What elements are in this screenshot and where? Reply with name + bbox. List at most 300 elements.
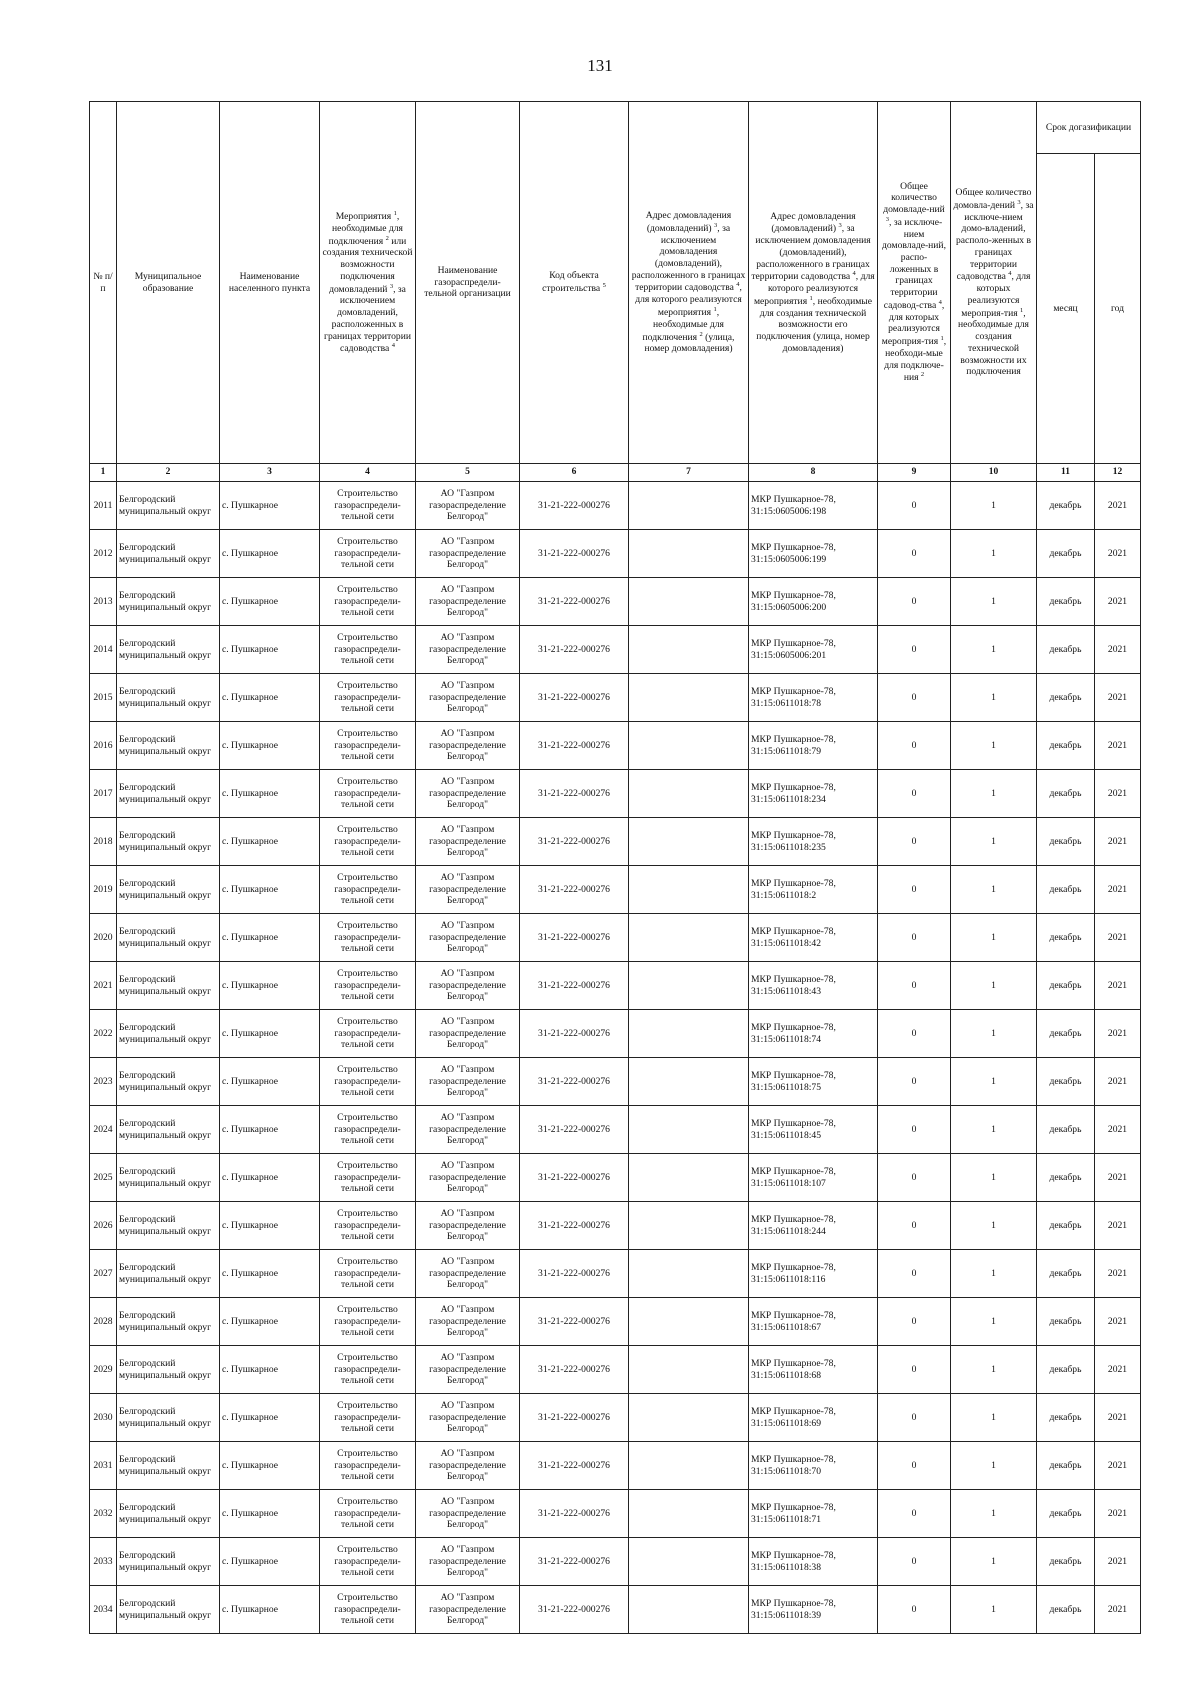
municipality-cell: Белгородский муниципальный округ — [117, 1250, 220, 1298]
header-municipality: Муниципальное образование — [117, 102, 220, 464]
year-cell: 2021 — [1095, 1490, 1141, 1538]
row-number: 2033 — [90, 1538, 117, 1586]
header-address-connect: Адрес домовладения (домовладений) $^3$, за исключением домовладения (домовладений), расположенного в границах территории садоводства $^4$, для которого реализуются мероприятия $^1$, необходимые для подключения $^2$ (улица, номер домовладения) — [629, 102, 749, 464]
count-connect-cell: 0 — [878, 1010, 951, 1058]
measure-cell: Строительство газораспредели-тельной сети — [320, 1490, 416, 1538]
table-row — [90, 1586, 1141, 1634]
object-code-cell: 31-21-222-000276 — [520, 1250, 629, 1298]
count-connect-cell: 0 — [878, 626, 951, 674]
organization-cell: АО "Газпром газораспределение Белгород" — [416, 1538, 520, 1586]
address-connect-cell — [629, 578, 749, 626]
year-cell: 2021 — [1095, 482, 1141, 530]
table-row — [90, 626, 1141, 674]
table-row — [90, 1442, 1141, 1490]
row-number: 2022 — [90, 1010, 117, 1058]
count-connect-cell: 0 — [878, 1202, 951, 1250]
count-connect-cell: 0 — [878, 1538, 951, 1586]
row-number: 2012 — [90, 530, 117, 578]
locality-cell: с. Пушкарное — [220, 1154, 320, 1202]
count-tech-cell: 1 — [951, 1442, 1037, 1490]
month-cell: декабрь — [1037, 962, 1095, 1010]
column-number: 12 — [1095, 464, 1141, 482]
municipality-cell: Белгородский муниципальный округ — [117, 1010, 220, 1058]
measure-cell: Строительство газораспредели-тельной сети — [320, 578, 416, 626]
address-tech-cell: МКР Пушкарное-78, 31:15:0611018:71 — [749, 1490, 878, 1538]
count-tech-cell: 1 — [951, 770, 1037, 818]
address-connect-cell — [629, 1250, 749, 1298]
count-tech-cell: 1 — [951, 722, 1037, 770]
address-tech-cell: МКР Пушкарное-78, 31:15:0611018:69 — [749, 1394, 878, 1442]
row-number: 2016 — [90, 722, 117, 770]
column-number: 1 — [90, 464, 117, 482]
header-address-tech: Адрес домовладения (домовладений) $^3$, за исключением домовладения (домовладений), расположенного в границах территории садоводства $^4$, для которого реализуются мероприятия $^1$, необходимые для создания технической возможности его подключения (улица, номер домовладения) — [749, 102, 878, 464]
address-tech-cell: МКР Пушкарное-78, 31:15:0611018:2 — [749, 866, 878, 914]
address-connect-cell — [629, 866, 749, 914]
count-connect-cell: 0 — [878, 722, 951, 770]
count-connect-cell: 0 — [878, 1250, 951, 1298]
count-tech-cell: 1 — [951, 482, 1037, 530]
address-connect-cell — [629, 530, 749, 578]
municipality-cell: Белгородский муниципальный округ — [117, 818, 220, 866]
count-connect-cell: 0 — [878, 818, 951, 866]
organization-cell: АО "Газпром газораспределение Белгород" — [416, 866, 520, 914]
address-tech-cell: МКР Пушкарное-78, 31:15:0605006:201 — [749, 626, 878, 674]
address-tech-cell: МКР Пушкарное-78, 31:15:0611018:74 — [749, 1010, 878, 1058]
organization-cell: АО "Газпром газораспределение Белгород" — [416, 770, 520, 818]
row-number: 2025 — [90, 1154, 117, 1202]
table-row — [90, 914, 1141, 962]
table-row — [90, 962, 1141, 1010]
header-total-connect: Общее количество домовладе-ний $^3$, за исключе-нием домовладе-ний, распо-ложенных в границах территории садовод-ства $^4$, для которых реализуются мероприя-тия $^1$, необходи-мые для подключе-ния $^2$ — [878, 102, 951, 464]
organization-cell: АО "Газпром газораспределение Белгород" — [416, 1058, 520, 1106]
object-code-cell: 31-21-222-000276 — [520, 1442, 629, 1490]
address-connect-cell — [629, 818, 749, 866]
address-connect-cell — [629, 1586, 749, 1634]
address-tech-cell: МКР Пушкарное-78, 31:15:0611018:75 — [749, 1058, 878, 1106]
count-tech-cell: 1 — [951, 578, 1037, 626]
object-code-cell: 31-21-222-000276 — [520, 482, 629, 530]
count-connect-cell: 0 — [878, 1586, 951, 1634]
header-measures: Мероприятия $^1$, необходимые для подключения $^2$ или создания технической возможности подключения домовладений $^3$, за исключением домовладений, расположенных в границах территории садоводства $^4$ — [320, 102, 416, 464]
locality-cell: с. Пушкарное — [220, 914, 320, 962]
count-tech-cell: 1 — [951, 1490, 1037, 1538]
locality-cell: с. Пушкарное — [220, 1442, 320, 1490]
organization-cell: АО "Газпром газораспределение Белгород" — [416, 818, 520, 866]
year-cell: 2021 — [1095, 866, 1141, 914]
municipality-cell: Белгородский муниципальный округ — [117, 1346, 220, 1394]
address-connect-cell — [629, 1442, 749, 1490]
organization-cell: АО "Газпром газораспределение Белгород" — [416, 962, 520, 1010]
municipality-cell: Белгородский муниципальный округ — [117, 530, 220, 578]
table-row — [90, 482, 1141, 530]
year-cell: 2021 — [1095, 1106, 1141, 1154]
year-cell: 2021 — [1095, 1250, 1141, 1298]
month-cell: декабрь — [1037, 914, 1095, 962]
locality-cell: с. Пушкарное — [220, 674, 320, 722]
count-connect-cell: 0 — [878, 1490, 951, 1538]
count-connect-cell: 0 — [878, 1298, 951, 1346]
measure-cell: Строительство газораспредели-тельной сети — [320, 674, 416, 722]
row-number: 2021 — [90, 962, 117, 1010]
year-cell: 2021 — [1095, 770, 1141, 818]
address-connect-cell — [629, 1058, 749, 1106]
locality-cell: с. Пушкарное — [220, 626, 320, 674]
count-tech-cell: 1 — [951, 1058, 1037, 1106]
table-row — [90, 1538, 1141, 1586]
row-number: 2013 — [90, 578, 117, 626]
table-row — [90, 866, 1141, 914]
address-connect-cell — [629, 1106, 749, 1154]
measure-cell: Строительство газораспредели-тельной сети — [320, 770, 416, 818]
address-connect-cell — [629, 1394, 749, 1442]
address-tech-cell: МКР Пушкарное-78, 31:15:0611018:70 — [749, 1442, 878, 1490]
object-code-cell: 31-21-222-000276 — [520, 1202, 629, 1250]
month-cell: декабрь — [1037, 1538, 1095, 1586]
address-tech-cell: МКР Пушкарное-78, 31:15:0605006:199 — [749, 530, 878, 578]
municipality-cell: Белгородский муниципальный округ — [117, 578, 220, 626]
organization-cell: АО "Газпром газораспределение Белгород" — [416, 1106, 520, 1154]
organization-cell: АО "Газпром газораспределение Белгород" — [416, 1010, 520, 1058]
column-number: 10 — [951, 464, 1037, 482]
object-code-cell: 31-21-222-000276 — [520, 1346, 629, 1394]
gasification-table — [89, 101, 1141, 1634]
address-connect-cell — [629, 626, 749, 674]
object-code-cell: 31-21-222-000276 — [520, 914, 629, 962]
address-connect-cell — [629, 1298, 749, 1346]
header-total-tech: Общее количество домовла-дений $^3$, за исключе-нием домо-владений, располо-женных в границах территории садоводства $^4$, для которых реализуются мероприя-тия $^1$, необходимые для создания технической возможности их подключения — [951, 102, 1037, 464]
organization-cell: АО "Газпром газораспределение Белгород" — [416, 578, 520, 626]
measure-cell: Строительство газораспредели-тельной сети — [320, 626, 416, 674]
month-cell: декабрь — [1037, 1298, 1095, 1346]
row-number: 2024 — [90, 1106, 117, 1154]
municipality-cell: Белгородский муниципальный округ — [117, 1202, 220, 1250]
count-tech-cell: 1 — [951, 1010, 1037, 1058]
measure-cell: Строительство газораспредели-тельной сети — [320, 1298, 416, 1346]
month-cell: декабрь — [1037, 1394, 1095, 1442]
month-cell: декабрь — [1037, 482, 1095, 530]
locality-cell: с. Пушкарное — [220, 1538, 320, 1586]
count-connect-cell: 0 — [878, 1106, 951, 1154]
column-number: 11 — [1037, 464, 1095, 482]
object-code-cell: 31-21-222-000276 — [520, 1154, 629, 1202]
month-cell: декабрь — [1037, 1154, 1095, 1202]
address-connect-cell — [629, 1490, 749, 1538]
address-tech-cell: МКР Пушкарное-78, 31:15:0611018:45 — [749, 1106, 878, 1154]
locality-cell: с. Пушкарное — [220, 530, 320, 578]
address-tech-cell: МКР Пушкарное-78, 31:15:0611018:244 — [749, 1202, 878, 1250]
locality-cell: с. Пушкарное — [220, 1490, 320, 1538]
locality-cell: с. Пушкарное — [220, 1394, 320, 1442]
year-cell: 2021 — [1095, 1154, 1141, 1202]
municipality-cell: Белгородский муниципальный округ — [117, 1442, 220, 1490]
column-number: 3 — [220, 464, 320, 482]
measure-cell: Строительство газораспредели-тельной сети — [320, 1010, 416, 1058]
object-code-cell: 31-21-222-000276 — [520, 1490, 629, 1538]
count-tech-cell: 1 — [951, 866, 1037, 914]
address-connect-cell — [629, 1010, 749, 1058]
object-code-cell: 31-21-222-000276 — [520, 1394, 629, 1442]
count-connect-cell: 0 — [878, 482, 951, 530]
measure-cell: Строительство газораспредели-тельной сети — [320, 1154, 416, 1202]
row-number: 2032 — [90, 1490, 117, 1538]
month-cell: декабрь — [1037, 1058, 1095, 1106]
row-number: 2015 — [90, 674, 117, 722]
header-deadline: Срок догазификации — [1037, 102, 1141, 154]
table-row — [90, 1490, 1141, 1538]
month-cell: декабрь — [1037, 770, 1095, 818]
row-number: 2014 — [90, 626, 117, 674]
table-row — [90, 770, 1141, 818]
count-tech-cell: 1 — [951, 1298, 1037, 1346]
measure-cell: Строительство газораспредели-тельной сети — [320, 722, 416, 770]
row-number: 2023 — [90, 1058, 117, 1106]
table-row — [90, 1010, 1141, 1058]
address-connect-cell — [629, 674, 749, 722]
row-number: 2020 — [90, 914, 117, 962]
year-cell: 2021 — [1095, 1538, 1141, 1586]
count-connect-cell: 0 — [878, 530, 951, 578]
object-code-cell: 31-21-222-000276 — [520, 818, 629, 866]
address-tech-cell: МКР Пушкарное-78, 31:15:0611018:67 — [749, 1298, 878, 1346]
table-row — [90, 818, 1141, 866]
month-cell: декабрь — [1037, 530, 1095, 578]
locality-cell: с. Пушкарное — [220, 1298, 320, 1346]
count-tech-cell: 1 — [951, 1346, 1037, 1394]
row-number: 2019 — [90, 866, 117, 914]
table-row — [90, 722, 1141, 770]
locality-cell: с. Пушкарное — [220, 1058, 320, 1106]
measure-cell: Строительство газораспредели-тельной сети — [320, 1442, 416, 1490]
month-cell: декабрь — [1037, 1490, 1095, 1538]
count-connect-cell: 0 — [878, 1394, 951, 1442]
municipality-cell: Белгородский муниципальный округ — [117, 1058, 220, 1106]
year-cell: 2021 — [1095, 1442, 1141, 1490]
address-tech-cell: МКР Пушкарное-78, 31:15:0605006:198 — [749, 482, 878, 530]
month-cell: декабрь — [1037, 1346, 1095, 1394]
year-cell: 2021 — [1095, 1586, 1141, 1634]
object-code-cell: 31-21-222-000276 — [520, 1538, 629, 1586]
month-cell: декабрь — [1037, 722, 1095, 770]
address-tech-cell: МКР Пушкарное-78, 31:15:0611018:116 — [749, 1250, 878, 1298]
header-year: год — [1095, 154, 1141, 464]
row-number: 2027 — [90, 1250, 117, 1298]
object-code-cell: 31-21-222-000276 — [520, 866, 629, 914]
count-connect-cell: 0 — [878, 1058, 951, 1106]
row-number: 2026 — [90, 1202, 117, 1250]
locality-cell: с. Пушкарное — [220, 770, 320, 818]
measure-cell: Строительство газораспредели-тельной сети — [320, 1586, 416, 1634]
column-number: 5 — [416, 464, 520, 482]
organization-cell: АО "Газпром газораспределение Белгород" — [416, 1202, 520, 1250]
address-tech-cell: МКР Пушкарное-78, 31:15:0611018:43 — [749, 962, 878, 1010]
measure-cell: Строительство газораспредели-тельной сети — [320, 818, 416, 866]
locality-cell: с. Пушкарное — [220, 1106, 320, 1154]
table-row — [90, 530, 1141, 578]
count-connect-cell: 0 — [878, 1442, 951, 1490]
locality-cell: с. Пушкарное — [220, 1250, 320, 1298]
object-code-cell: 31-21-222-000276 — [520, 626, 629, 674]
organization-cell: АО "Газпром газораспределение Белгород" — [416, 626, 520, 674]
column-number: 6 — [520, 464, 629, 482]
municipality-cell: Белгородский муниципальный округ — [117, 1490, 220, 1538]
month-cell: декабрь — [1037, 1010, 1095, 1058]
count-tech-cell: 1 — [951, 914, 1037, 962]
month-cell: декабрь — [1037, 866, 1095, 914]
count-tech-cell: 1 — [951, 530, 1037, 578]
organization-cell: АО "Газпром газораспределение Белгород" — [416, 674, 520, 722]
address-connect-cell — [629, 914, 749, 962]
measure-cell: Строительство газораспредели-тельной сети — [320, 1394, 416, 1442]
month-cell: декабрь — [1037, 1442, 1095, 1490]
month-cell: декабрь — [1037, 1106, 1095, 1154]
count-connect-cell: 0 — [878, 578, 951, 626]
object-code-cell: 31-21-222-000276 — [520, 722, 629, 770]
month-cell: декабрь — [1037, 1250, 1095, 1298]
object-code-cell: 31-21-222-000276 — [520, 1298, 629, 1346]
page-number: 131 — [587, 56, 613, 75]
address-connect-cell — [629, 1154, 749, 1202]
month-cell: декабрь — [1037, 1586, 1095, 1634]
organization-cell: АО "Газпром газораспределение Белгород" — [416, 1346, 520, 1394]
measure-cell: Строительство газораспредели-тельной сети — [320, 1202, 416, 1250]
address-tech-cell: МКР Пушкарное-78, 31:15:0611018:107 — [749, 1154, 878, 1202]
locality-cell: с. Пушкарное — [220, 1586, 320, 1634]
measure-cell: Строительство газораспредели-тельной сети — [320, 1106, 416, 1154]
organization-cell: АО "Газпром газораспределение Белгород" — [416, 1586, 520, 1634]
organization-cell: АО "Газпром газораспределение Белгород" — [416, 1298, 520, 1346]
object-code-cell: 31-21-222-000276 — [520, 578, 629, 626]
locality-cell: с. Пушкарное — [220, 722, 320, 770]
measure-cell: Строительство газораспредели-тельной сети — [320, 1538, 416, 1586]
measure-cell: Строительство газораспредели-тельной сети — [320, 530, 416, 578]
organization-cell: АО "Газпром газораспределение Белгород" — [416, 1394, 520, 1442]
organization-cell: АО "Газпром газораспределение Белгород" — [416, 722, 520, 770]
year-cell: 2021 — [1095, 674, 1141, 722]
organization-cell: АО "Газпром газораспределение Белгород" — [416, 1250, 520, 1298]
address-tech-cell: МКР Пушкарное-78, 31:15:0611018:235 — [749, 818, 878, 866]
address-tech-cell: МКР Пушкарное-78, 31:15:0611018:38 — [749, 1538, 878, 1586]
address-tech-cell: МКР Пушкарное-78, 31:15:0611018:39 — [749, 1586, 878, 1634]
year-cell: 2021 — [1095, 530, 1141, 578]
locality-cell: с. Пушкарное — [220, 866, 320, 914]
year-cell: 2021 — [1095, 962, 1141, 1010]
address-tech-cell: МКР Пушкарное-78, 31:15:0611018:68 — [749, 1346, 878, 1394]
municipality-cell: Белгородский муниципальный округ — [117, 722, 220, 770]
municipality-cell: Белгородский муниципальный округ — [117, 962, 220, 1010]
year-cell: 2021 — [1095, 1346, 1141, 1394]
count-connect-cell: 0 — [878, 962, 951, 1010]
header-code: Код объекта строительства $^5$ — [520, 102, 629, 464]
count-tech-cell: 1 — [951, 1538, 1037, 1586]
address-tech-cell: МКР Пушкарное-78, 31:15:0611018:42 — [749, 914, 878, 962]
year-cell: 2021 — [1095, 722, 1141, 770]
measure-cell: Строительство газораспредели-тельной сети — [320, 866, 416, 914]
object-code-cell: 31-21-222-000276 — [520, 674, 629, 722]
address-connect-cell — [629, 1346, 749, 1394]
header-locality: Наименование населенного пункта — [220, 102, 320, 464]
locality-cell: с. Пушкарное — [220, 962, 320, 1010]
count-tech-cell: 1 — [951, 1202, 1037, 1250]
year-cell: 2021 — [1095, 1202, 1141, 1250]
table-row — [90, 674, 1141, 722]
table-row — [90, 1202, 1141, 1250]
table-body — [90, 482, 1141, 1634]
address-connect-cell — [629, 962, 749, 1010]
measure-cell: Строительство газораспредели-тельной сети — [320, 482, 416, 530]
organization-cell: АО "Газпром газораспределение Белгород" — [416, 482, 520, 530]
address-connect-cell — [629, 722, 749, 770]
locality-cell: с. Пушкарное — [220, 482, 320, 530]
row-number: 2028 — [90, 1298, 117, 1346]
locality-cell: с. Пушкарное — [220, 1010, 320, 1058]
count-tech-cell: 1 — [951, 626, 1037, 674]
measure-cell: Строительство газораспредели-тельной сети — [320, 962, 416, 1010]
header-no: № п/п — [90, 102, 117, 464]
organization-cell: АО "Газпром газораспределение Белгород" — [416, 530, 520, 578]
count-tech-cell: 1 — [951, 1250, 1037, 1298]
organization-cell: АО "Газпром газораспределение Белгород" — [416, 914, 520, 962]
measure-cell: Строительство газораспредели-тельной сети — [320, 1058, 416, 1106]
organization-cell: АО "Газпром газораспределение Белгород" — [416, 1490, 520, 1538]
municipality-cell: Белгородский муниципальный округ — [117, 482, 220, 530]
month-cell: декабрь — [1037, 626, 1095, 674]
month-cell: декабрь — [1037, 578, 1095, 626]
address-tech-cell: МКР Пушкарное-78, 31:15:0605006:200 — [749, 578, 878, 626]
column-number: 8 — [749, 464, 878, 482]
count-tech-cell: 1 — [951, 818, 1037, 866]
address-connect-cell — [629, 482, 749, 530]
municipality-cell: Белгородский муниципальный округ — [117, 1154, 220, 1202]
count-tech-cell: 1 — [951, 1106, 1037, 1154]
municipality-cell: Белгородский муниципальный округ — [117, 1298, 220, 1346]
column-numbers-row — [90, 464, 1141, 482]
organization-cell: АО "Газпром газораспределение Белгород" — [416, 1442, 520, 1490]
table-row — [90, 1346, 1141, 1394]
year-cell: 2021 — [1095, 1394, 1141, 1442]
column-number: 2 — [117, 464, 220, 482]
row-number: 2029 — [90, 1346, 117, 1394]
address-tech-cell: МКР Пушкарное-78, 31:15:0611018:234 — [749, 770, 878, 818]
organization-cell: АО "Газпром газораспределение Белгород" — [416, 1154, 520, 1202]
table-row — [90, 578, 1141, 626]
row-number: 2017 — [90, 770, 117, 818]
municipality-cell: Белгородский муниципальный округ — [117, 866, 220, 914]
year-cell: 2021 — [1095, 1298, 1141, 1346]
year-cell: 2021 — [1095, 818, 1141, 866]
municipality-cell: Белгородский муниципальный округ — [117, 1394, 220, 1442]
count-tech-cell: 1 — [951, 674, 1037, 722]
count-connect-cell: 0 — [878, 914, 951, 962]
locality-cell: с. Пушкарное — [220, 818, 320, 866]
object-code-cell: 31-21-222-000276 — [520, 1010, 629, 1058]
table-row — [90, 1154, 1141, 1202]
count-tech-cell: 1 — [951, 1394, 1037, 1442]
municipality-cell: Белгородский муниципальный округ — [117, 626, 220, 674]
table-row — [90, 1106, 1141, 1154]
row-number: 2011 — [90, 482, 117, 530]
year-cell: 2021 — [1095, 626, 1141, 674]
measure-cell: Строительство газораспредели-тельной сети — [320, 914, 416, 962]
municipality-cell: Белгородский муниципальный округ — [117, 1538, 220, 1586]
table-row — [90, 1298, 1141, 1346]
table-row — [90, 1058, 1141, 1106]
address-connect-cell — [629, 1538, 749, 1586]
count-connect-cell: 0 — [878, 674, 951, 722]
measure-cell: Строительство газораспредели-тельной сети — [320, 1346, 416, 1394]
object-code-cell: 31-21-222-000276 — [520, 530, 629, 578]
address-tech-cell: МКР Пушкарное-78, 31:15:0611018:78 — [749, 674, 878, 722]
object-code-cell: 31-21-222-000276 — [520, 1106, 629, 1154]
